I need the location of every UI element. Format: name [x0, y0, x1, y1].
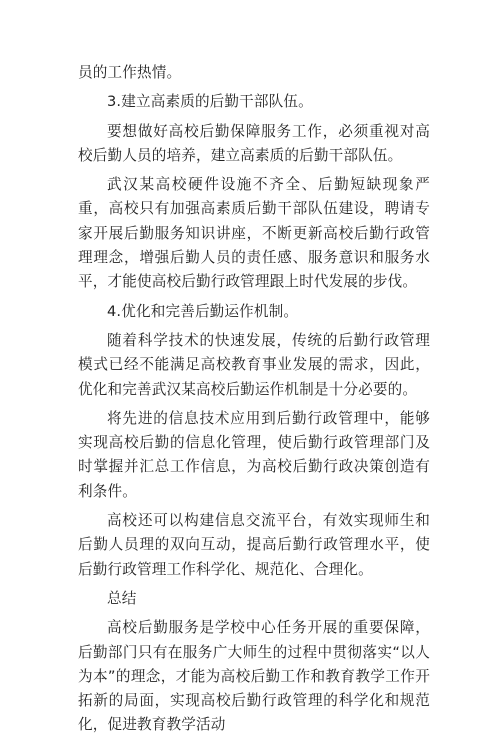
paragraph: 武汉某高校硬件设施不齐全、后勤短缺现象严重，高校只有加强高素质后勤干部队伍建设，聘请专家开展后勤服务知识讲座，不断更新高校后勤行政管理理念，增强后勤人员的责任感、服务意识和服务水平，才能使高校后勤行政管理跟上时代发展的步伐。	[78, 176, 430, 291]
section-heading-4: 4.优化和完善后勤运作机制。	[107, 302, 299, 320]
paragraph: 高校还可以构建信息交流平台，有效实现师生和后勤人员理的双向互动，提高后勤行政管理水平，使后勤行政管理工作科学化、规范化、合理化。	[78, 512, 430, 578]
summary-heading: 总结	[107, 589, 137, 607]
paragraph: 随着科学技术的快速发展，传统的后勤行政管理模式已经不能满足高校教育事业发展的需求，因此，优化和完善武汉某高校后勤运作机制是十分必要的。	[78, 331, 430, 398]
document-body	[78, 61, 430, 738]
section-heading-3: 3.建立高素质的后勤干部队伍。	[107, 93, 313, 111]
paragraph: 要想做好高校后勤保障服务工作，必须重视对高校后勤人员的培养，建立高素质的后勤干部队伍。	[78, 122, 430, 164]
paragraph: 高校后勤服务是学校中心任务开展的重要保障，后勤部门只有在服务广大师生的过程中贯彻落实“以人为本”的理念，才能为高校后勤工作和教育教学工作开拓新的局面，实现高校后勤行政管理的科学化和规范化，促进教育教学活动	[78, 619, 430, 734]
paragraph: 将先进的信息技术应用到后勤行政管理中，能够实现高校后勤的信息化管理，使后勤行政管理部门及时掌握并汇总工作信息，为高校后勤行政决策创造有利条件。	[78, 409, 430, 500]
paragraph-continuation: 员的工作热情。	[78, 64, 182, 81]
